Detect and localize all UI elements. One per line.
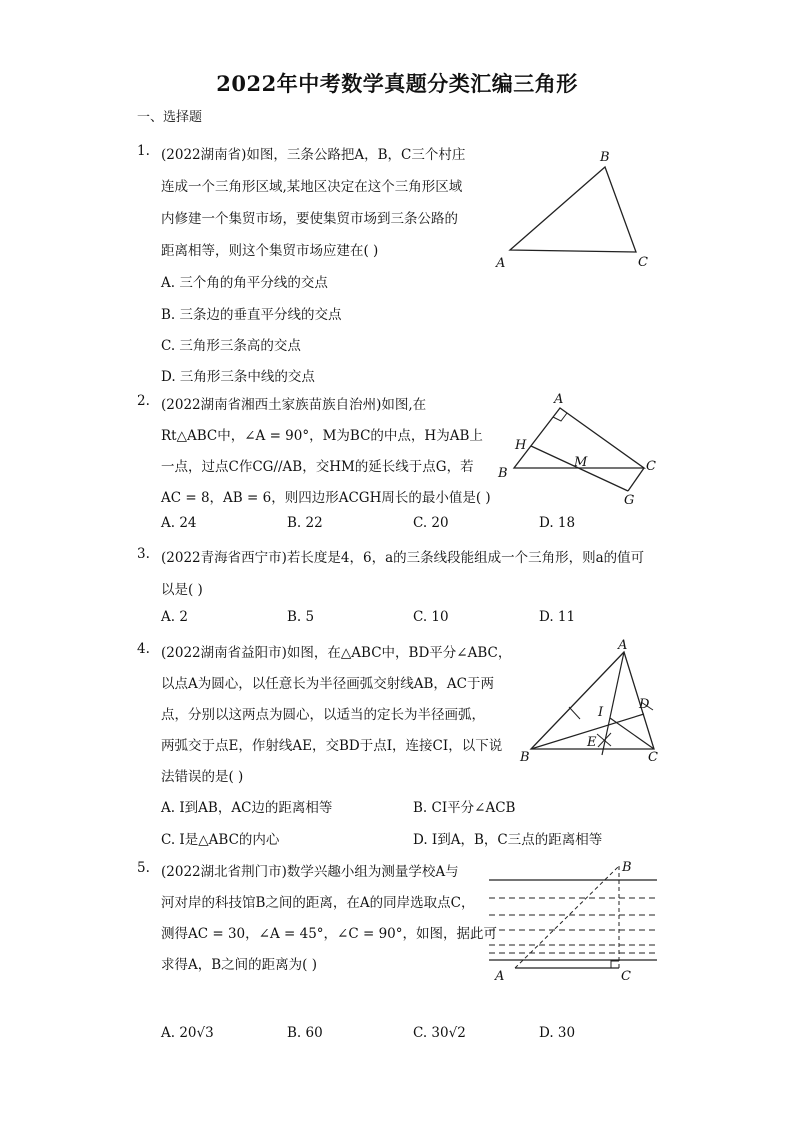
question-text-line: 河对岸的科技馆B之间的距离，在A的同岸选取点C， [161,895,475,911]
question-number: 3. [137,546,150,562]
option-d[interactable]: D. 11 [539,609,576,625]
point-label: I [598,705,604,720]
vertex-label: H [515,438,527,453]
question-text-line: 求得A，B之间的距离为( ) [161,957,317,973]
right-triangle-figure [494,388,664,513]
option-b[interactable]: B. CI平分∠ACB [413,800,516,816]
point-label: M [574,455,588,470]
question-text-line: 内修建一个集贸市场，要使集贸市场到三条公路的 [161,211,458,227]
option-c[interactable]: C. I是△ABC的内心 [161,832,280,848]
question-text-line: 两弧交于点E，作射线AE，交BD于点I，连接CI，以下说 [161,738,503,754]
question-text-line: (2022青海省西宁市)若长度是4，6，a的三条线段能组成一个三角形，则a的值可 [161,550,645,566]
vertex-label: A [554,392,564,407]
point-label: E [587,735,597,750]
question-number: 1. [137,143,150,159]
question-number: 4. [137,641,150,657]
point-label: D [639,697,650,712]
question-text-line: Rt△ABC中，∠A = 90°，M为BC的中点，H为AB上 [161,428,483,444]
point-label: G [624,493,635,508]
point-label: B [622,860,632,875]
option-a[interactable]: A. I到AB，AC边的距离相等 [161,800,333,816]
question-text-line: (2022湖北省荆门市)数学兴趣小组为测量学校A与 [161,864,459,880]
vertex-label: A [496,256,506,271]
question-text-line: 测得AC = 30，∠A = 45°，∠C = 90°，如图，据此可 [161,926,497,942]
vertex-label: B [520,750,530,765]
triangle-bisector-figure [514,640,674,770]
vertex-label: A [618,638,628,653]
question-text-line: 连成一个三角形区域,某地区决定在这个三角形区域 [161,179,463,195]
option-a[interactable]: A. 20√3 [161,1025,214,1041]
question-text-line: 以是( ) [161,582,203,598]
question-number: 5. [137,860,150,876]
option-c[interactable]: C. 30√2 [413,1025,466,1041]
option-c[interactable]: C. 三角形三条高的交点 [161,338,301,354]
question-number: 2. [137,393,150,409]
option-d[interactable]: D. 30 [539,1025,576,1041]
question-text-line: 点，分别以这两点为圆心，以适当的定长为半径画弧， [161,707,485,723]
vertex-label: C [646,459,656,474]
river-measurement-figure [485,858,665,988]
option-a[interactable]: A. 2 [161,609,188,625]
page-title: 2022年中考数学真题分类汇编三角形 [216,71,578,96]
question-text-line: AC = 8，AB = 6，则四边形ACGH周长的最小值是( ) [161,490,491,506]
vertex-label: B [498,466,508,481]
option-a[interactable]: A. 24 [161,515,197,531]
option-d[interactable]: D. 三角形三条中线的交点 [161,369,315,385]
vertex-label: C [648,750,658,765]
point-label: C [621,969,631,984]
question-text-line: 以点A为圆心，以任意长为半径画弧交射线AB，AC于两 [161,676,494,692]
option-d[interactable]: D. I到A，B，C三点的距离相等 [413,832,603,848]
option-a[interactable]: A. 三个角的角平分线的交点 [161,275,328,291]
question-text-line: 距离相等，则这个集贸市场应建在( ) [161,243,379,259]
option-b[interactable]: B. 5 [287,609,315,625]
question-text-line: 法错误的是( ) [161,769,244,785]
question-text-line: 一点，过点C作CG//AB，交HM的延长线于点G，若 [161,459,474,475]
question-text-line: (2022湖南省)如图，三条公路把A，B，C三个村庄 [161,147,466,163]
triangle-figure [490,145,670,275]
option-c[interactable]: C. 20 [413,515,449,531]
option-b[interactable]: B. 60 [287,1025,323,1041]
section-heading: 一、选择题 [137,110,203,125]
option-d[interactable]: D. 18 [539,515,576,531]
point-label: A [495,969,505,984]
option-b[interactable]: B. 22 [287,515,323,531]
vertex-label: C [638,255,648,270]
option-b[interactable]: B. 三条边的垂直平分线的交点 [161,307,342,323]
option-c[interactable]: C. 10 [413,609,449,625]
question-text-line: (2022湖南省湘西土家族苗族自治州)如图,在 [161,397,427,413]
question-text-line: (2022湖南省益阳市)如图，在△ABC中，BD平分∠ABC， [161,645,512,661]
vertex-label: B [600,150,610,165]
